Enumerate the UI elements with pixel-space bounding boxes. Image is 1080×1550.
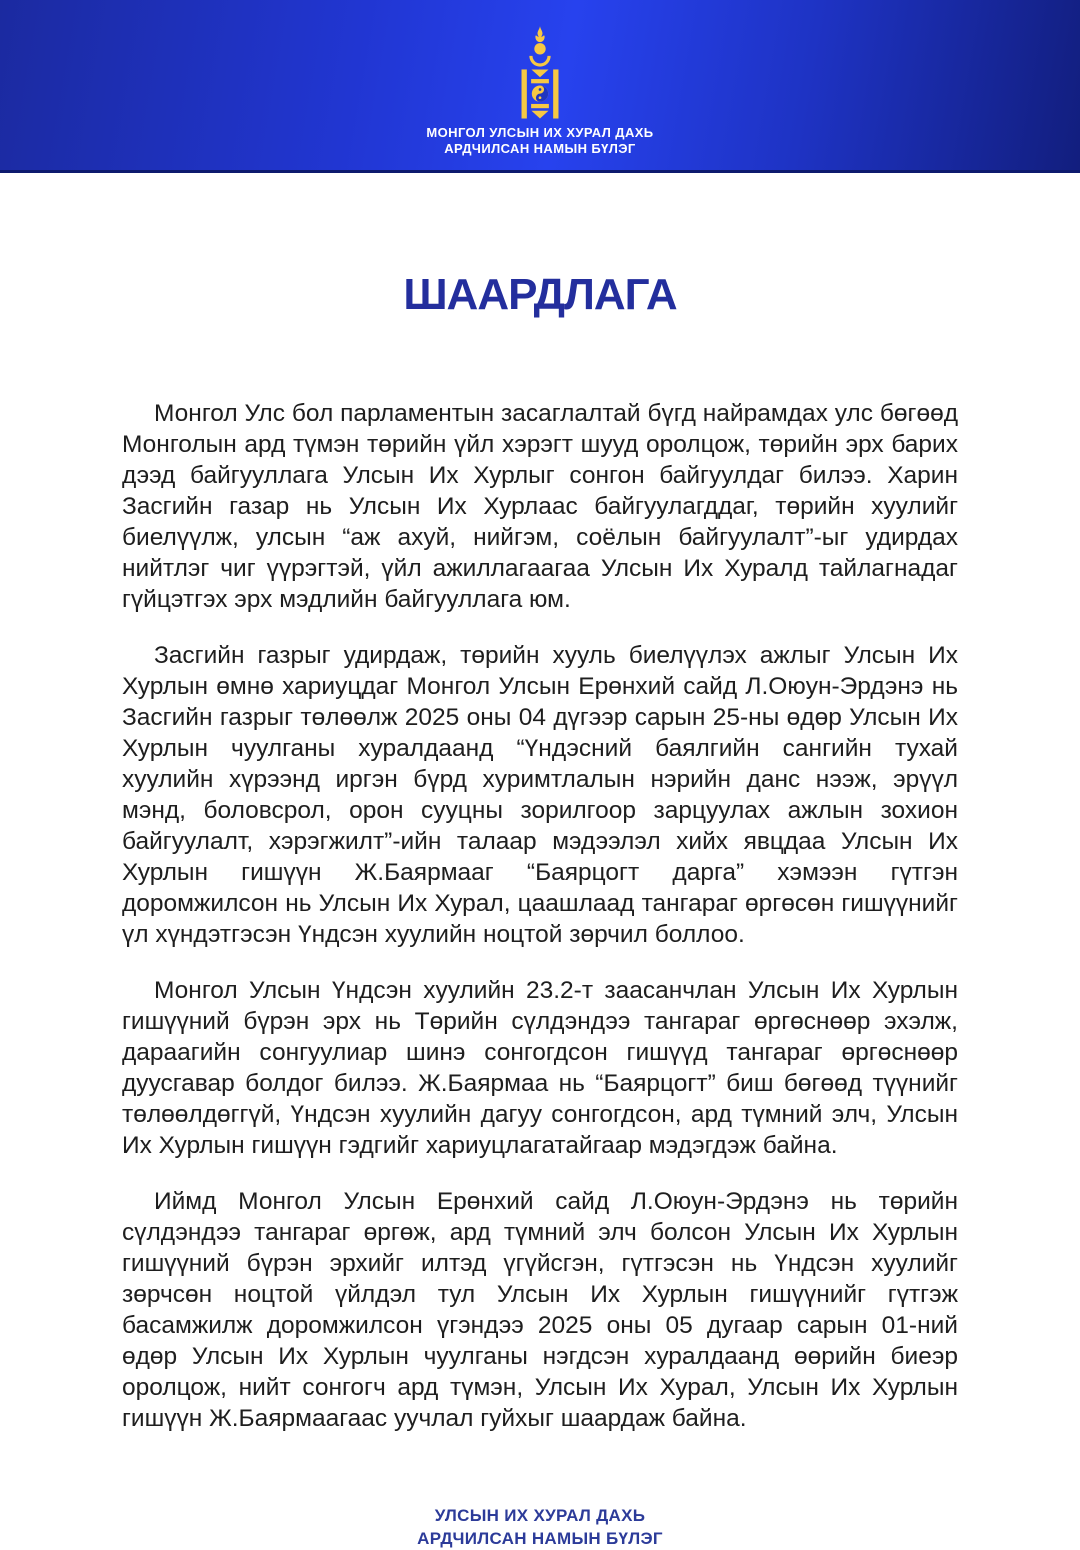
paragraph-1: Монгол Улс бол парламентын засаглалтай бүгд найрамдах улс бөгөөд Монголын ард түмэн төрийн үйл хэрэгт шууд оролцож, төрийн эрх барих дээд байгууллага Улсын Их Хурлыг сонгон байгуулдаг билээ. Харин Засгийн газар нь Улсын Их Хурлаас байгуулагддаг, төрийн хуулийг биелүүлж, улсын “аж ахуй, нийгэм, соёлын байгуулалт”-ыг удирдах нийтлэг чиг үүрэгтэй, үйл ажиллагаагаа Улсын Их Хуралд тайлагнадаг гүйцэтгэх эрх мэдлийн байгууллага юм. [122, 400, 958, 613]
paragraph-3: Монгол Улсын Үндсэн хуулийн 23.2-т заасанчлан Улсын Их Хурлын гишүүний бүрэн эрх нь Төрийн сүлдэндээ тангараг өргөснөөр эхэлж, дараагийн сонгуулиар шинэ сонгогдсон гишүүд тангараг өргөснөөр дуусгавар болдог билээ. Ж.Баярмаа нь “Баярцогт” биш бөгөөд түүнийг төлөөлдөггүй, Үндсэн хуулийн дагуу сонгогдсон, ард түмний элч, Улсын Их Хурлын гишүүн гэдгийг хариуцлагатайгаар мэдэгдэж байна. [122, 977, 958, 1159]
paragraph-4: Иймд Монгол Улсын Ерөнхий сайд Л.Оюун-Эрдэнэ нь төрийн сүлдэндээ тангараг өргөж, ард түмний элч болсон Улсын Их Хурлын гишүүний бүрэн эрхийг илтэд үгүйсгэн, гүтгэсэн нь Үндсэн хуулийг зөрчсөн ноцтой үйлдэл тул Улсын Их Хурлын гишүүнийг гүтгэж басамжилж доромжилсон үгэндээ 2025 оны 05 дугаар сарын 01-ний өдөр Улсын Их Хурлын чуулганы нэгдсэн хуралдаанд өөрийн биеэр оролцож, нийт сонгогч ард түмэн, Улсын Их Хурал, Улсын Их Хурлын гишүүн Ж.Баярмаагаас уучлал гуйхыг шаардаж байна. [122, 1188, 958, 1432]
document-content [0, 270, 1080, 1550]
footer-line1: УЛСЫН ИХ ХУРАЛ ДАХЬ [434, 1506, 646, 1525]
document-title: ШААРДЛАГА [403, 270, 677, 319]
paragraph-2: Засгийн газрыг удирдаж, төрийн хууль биелүүлэх ажлыг Улсын Их Хурлын өмнө хариуцдаг Монгол Улсын Ерөнхий сайд Л.Оюун-Эрдэнэ нь Засгийн газрыг төлөөлж 2025 оны 04 дүгээр сарын 25-ны өдөр Улсын Их Хурлын чуулганы хуралдаанд “Үндэсний баялгийн сангийн тухай хуулийн хүрээнд иргэн бүрд хуримтлалын нэрийн данс нээж, эрүүл мэнд, боловсрол, орон сууцны зорилгоор зарцуулах ажлын зохион байгуулалт, хэрэгжилт”-ийн талаар мэдээлэл хийх явцдаа Улсын Их Хурлын гишүүн Ж.Баярмааг “Баярцогт дарга” хэмээн гүтгэн доромжилсон нь Улсын Их Хурал, цаашлаад тангараг өргөсөн гишүүнийг үл хүндэтгэсэн Үндсэн хуулийн ноцтой зөрчил боллоо. [122, 642, 958, 948]
document-body [122, 398, 958, 1434]
org-name [426, 125, 653, 157]
org-name-line1: МОНГОЛ УЛСЫН ИХ ХУРАЛ ДАХЬ [426, 125, 654, 140]
org-name-line2: АРДЧИЛСАН НАМЫН БҮЛЭГ [444, 141, 636, 156]
footer-signature [0, 1504, 1080, 1550]
footer-line2: АРДЧИЛСАН НАМЫН БҮЛЭГ [417, 1529, 663, 1548]
header-banner [0, 0, 1080, 173]
soyombo-icon [508, 26, 572, 120]
